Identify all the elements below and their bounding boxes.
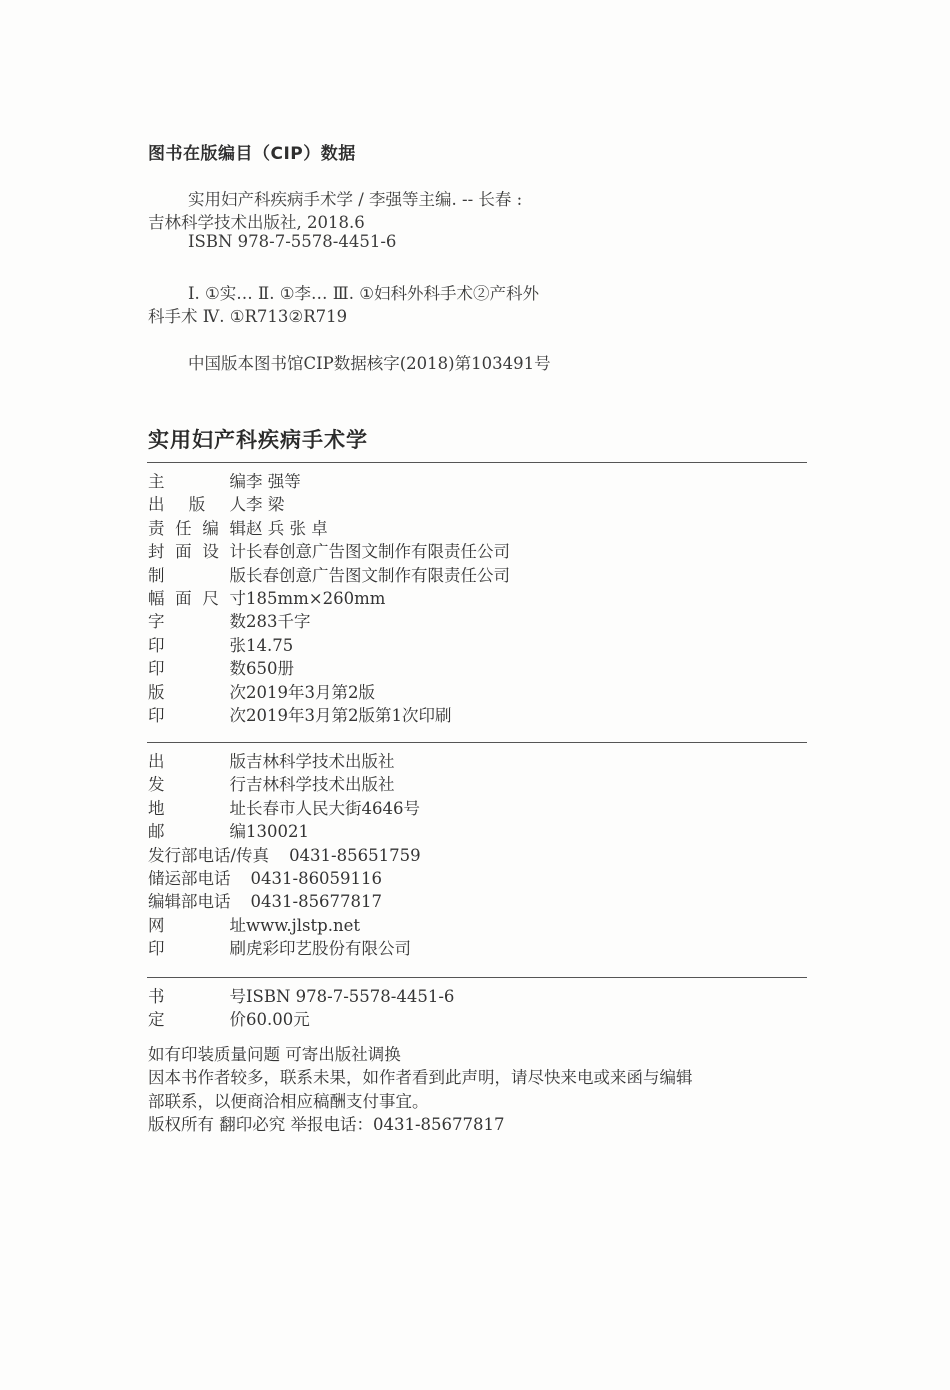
label-char: 编: [202, 518, 219, 538]
publisher-info-label: [148, 750, 246, 773]
book-info-value: 2019年3月第2版: [246, 682, 375, 702]
label-char: 面: [175, 588, 192, 608]
label-char: 印: [148, 659, 165, 679]
book-info-row: [148, 681, 510, 704]
publisher-info-label: [148, 773, 246, 796]
book-info-label: [148, 704, 246, 727]
book-info-row: [148, 587, 510, 610]
label-char: 价: [229, 1010, 246, 1030]
label-char: 印: [148, 939, 165, 959]
book-info-label: [148, 470, 246, 493]
divider-1: [147, 462, 807, 463]
label-char: 版: [229, 565, 246, 585]
label-char: 数: [229, 612, 246, 632]
publisher-info-row: [148, 867, 421, 890]
publisher-info-label: [148, 867, 231, 890]
book-info-row: [148, 517, 510, 540]
publisher-info-row: [148, 844, 421, 867]
book-info-value: 李 强等: [246, 472, 301, 491]
label-char: 号: [229, 987, 246, 1006]
book-title: 实用妇产科疾病手术学: [148, 428, 368, 452]
cip-record-number: 中国版本图书馆CIP数据核字(2018)第103491号: [188, 354, 551, 373]
label-char: 印: [148, 635, 165, 655]
publisher-info-row: [148, 773, 421, 796]
note-line: 如有印装质量问题 可寄出版社调换: [148, 1045, 401, 1064]
label-char: 任: [175, 518, 192, 538]
label-char: 幅: [148, 588, 165, 608]
label-char: 封: [148, 542, 165, 562]
book-info-value: 长春创意广告图文制作有限责任公司: [246, 542, 510, 562]
publisher-info-row: [148, 937, 421, 960]
book-info-value: 185mm×260mm: [246, 588, 386, 608]
label-char: 版: [188, 495, 206, 515]
cip-heading: 图书在版编目（CIP）数据: [148, 144, 356, 164]
book-info-value: 长春创意广告图文制作有限责任公司: [246, 565, 510, 585]
publisher-info-row: [148, 750, 421, 773]
publisher-info-row: [148, 797, 421, 820]
publisher-info-label: [148, 937, 246, 960]
book-info-row: [148, 470, 510, 493]
book-info-row: [148, 657, 510, 680]
label-char: 印: [148, 705, 165, 725]
label-char: 编: [229, 472, 246, 491]
book-info-value: 李 梁: [246, 495, 285, 515]
label-char: 辑: [229, 518, 246, 538]
label-char: 定: [148, 1010, 165, 1030]
divider-3: [147, 977, 807, 978]
isbn-price-block: [148, 985, 454, 1032]
publisher-info-value: www.jlstp.net: [246, 915, 360, 935]
label-char: 计: [229, 542, 246, 562]
label-char: 设: [202, 542, 219, 562]
publisher-info-label: [148, 820, 246, 843]
note-line: 因本书作者较多，联系未果，如作者看到此声明，请尽快来电或来函与编辑: [148, 1068, 693, 1088]
isbn-price-value: 60.00元: [246, 1010, 310, 1030]
cip-classification-line: Ⅰ. ①实… Ⅱ. ①李… Ⅲ. ①妇科外科手术②产科外: [188, 284, 539, 303]
note-line: 版权所有 翻印必究 举报电话：0431-85677817: [148, 1115, 505, 1135]
label-char: 字: [148, 612, 165, 632]
publisher-info-label: [148, 890, 231, 913]
isbn-price-label: [148, 1008, 246, 1031]
label-char: 发: [148, 775, 165, 795]
label-char: 次: [229, 705, 246, 725]
label-char: 行: [229, 775, 246, 795]
label-char: 版: [229, 752, 246, 771]
isbn-price-value: ISBN 978-7-5578-4451-6: [246, 987, 455, 1006]
label-char: 址: [229, 798, 246, 818]
label-char: 面: [175, 542, 192, 562]
book-info-row: [148, 564, 510, 587]
book-info-value: 14.75: [246, 635, 294, 655]
book-info-block: [148, 470, 510, 727]
book-info-row: [148, 610, 510, 633]
label-char: 责: [148, 518, 165, 538]
notes-block: [148, 1043, 813, 1137]
divider-2: [147, 742, 807, 743]
book-info-label: [148, 657, 246, 680]
publisher-info-row: [148, 820, 421, 843]
label-char: 制: [148, 565, 165, 585]
publisher-info-value: 吉林科学技术出版社: [246, 775, 395, 795]
publisher-info-value: 0431-85651759: [289, 845, 421, 865]
label-char: 数: [229, 659, 246, 679]
isbn-price-row: [148, 1008, 454, 1031]
cip-classification-line-2: 科手术 Ⅳ. ①R713②R719: [148, 307, 348, 326]
publisher-info-value: 0431-86059116: [250, 868, 383, 888]
label-char: 次: [229, 682, 246, 702]
label-char: 编: [229, 822, 246, 842]
publisher-info-block: [148, 750, 421, 961]
book-info-value: 650册: [246, 659, 294, 679]
book-info-label: [148, 681, 246, 704]
label-char: 张: [229, 635, 246, 655]
book-info-label: [148, 564, 246, 587]
book-info-label: [148, 493, 246, 516]
label-char: 出: [148, 495, 165, 515]
cip-title-line: 实用妇产科疾病手术学 / 李强等主编. -- 长春 :: [188, 190, 523, 209]
label-char: 版: [148, 682, 165, 702]
book-info-label: [148, 587, 246, 610]
book-info-value: 283千字: [246, 612, 311, 632]
book-info-label: [148, 634, 246, 657]
publisher-info-value: 长春市人民大街4646号: [246, 798, 420, 818]
isbn-price-row: [148, 985, 454, 1008]
note-line: 部联系，以便商洽相应稿酬支付事宜。: [148, 1091, 429, 1111]
book-info-row: [148, 704, 510, 727]
book-info-value: 赵 兵 张 卓: [246, 518, 328, 538]
book-info-row: [148, 493, 510, 516]
publisher-info-value: 130021: [246, 822, 309, 842]
label-char: 人: [229, 495, 246, 515]
book-info-row: [148, 540, 510, 563]
publisher-info-row: [148, 914, 421, 937]
publisher-info-label: [148, 914, 246, 937]
publisher-info-row: [148, 890, 421, 913]
label-char: 主: [148, 472, 165, 491]
label-char: 尺: [202, 588, 219, 608]
publisher-info-label: [148, 844, 269, 867]
book-info-label: [148, 540, 246, 563]
label-char: 编辑部电话: [148, 892, 231, 912]
book-info-label: [148, 610, 246, 633]
publisher-info-label: [148, 797, 246, 820]
label-char: 出: [148, 752, 165, 771]
label-char: 地: [148, 798, 165, 818]
label-char: 址: [229, 915, 246, 935]
book-info-value: 2019年3月第2版第1次印刷: [246, 705, 452, 725]
publisher-info-value: 吉林科学技术出版社: [246, 752, 395, 771]
label-char: 发行部电话/传真: [148, 845, 270, 865]
label-char: 邮: [148, 822, 165, 842]
label-char: 储运部电话: [148, 868, 231, 888]
book-info-label: [148, 517, 246, 540]
book-info-row: [148, 634, 510, 657]
label-char: 刷: [229, 939, 246, 959]
publisher-info-value: 0431-85677817: [250, 892, 383, 912]
publisher-info-value: 虎彩印艺股份有限公司: [246, 939, 411, 959]
cip-isbn-line: ISBN 978-7-5578-4451-6: [188, 232, 397, 251]
cip-publisher-line: 吉林科学技术出版社, 2018.6: [148, 213, 365, 232]
label-char: 书: [148, 987, 165, 1006]
isbn-price-label: [148, 985, 246, 1008]
label-char: 网: [148, 915, 165, 935]
label-char: 寸: [229, 588, 246, 608]
